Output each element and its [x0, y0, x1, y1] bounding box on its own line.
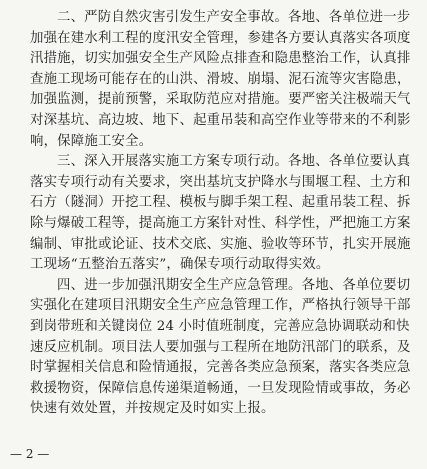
paragraph-3-line: 石方（隧洞）开挖工程、模板与脚手架工程、起重吊装工程、拆 — [30, 195, 411, 211]
paragraph-4-line: 快速有效处置，并按规定及时如实上报。 — [30, 401, 275, 417]
paragraph-2-line: 查施工现场可能存在的山洪、滑坡、崩塌、泥石流等灾害隐患， — [30, 71, 411, 87]
paragraph-3-line: 除与爆破工程等，提高施工方案针对性、科学性，严把施工方案 — [30, 215, 411, 231]
paragraph-3-line: 落实专项行动有关要求，突出基坑支护降水与围堰工程、土方和 — [30, 174, 411, 190]
page-number: — 2 — — [10, 447, 50, 461]
paragraph-4-line: 四、进一步加强汛期安全生产应急管理。各地、各单位要切 — [57, 277, 411, 293]
paragraph-2-line: 对深基坑、高边坡、地下、起重吊装和高空作业等带来的不利影 — [30, 112, 411, 128]
paragraph-2-line: 加强在建水利工程的度汛安全管理，参建各方要认真落实各项度 — [30, 30, 411, 46]
paragraph-4-line: 速反应机制。项目法人要加强与工程所在地防汛部门的联系，及 — [30, 339, 411, 355]
paragraph-2-line: 响，保障施工安全。 — [30, 133, 153, 149]
paragraph-3-line: 工现场“五整治五落实”，确保专项行动取得实效。 — [30, 257, 330, 273]
paragraph-3-line: 三、深入开展落实施工方案专项行动。各地、各单位要认真 — [57, 154, 411, 170]
paragraph-3-line: 编制、审批或论证、技术交底、实施、验收等环节，扎实开展施 — [30, 236, 411, 252]
paragraph-4-line: 实强化在建项目汛期安全生产应急管理工作，严格执行领导干部 — [30, 298, 411, 314]
paragraph-2-line: 二、严防自然灾害引发生产安全事故。各地、各单位进一步 — [57, 10, 411, 25]
paragraph-4-line: 救援物资，保障信息传递渠道畅通，一旦发现险情或事故，务必 — [30, 380, 411, 396]
paragraph-2-line: 汛措施，切实加强安全生产风险点排查和隐患整治工作，认真排 — [30, 51, 411, 67]
paragraph-4-line: 时掌握相关信息和险情通报，完善各类应急预案，落实各类应急 — [30, 360, 411, 376]
paragraph-4-line: 到岗带班和关键岗位 24 小时值班制度，完善应急协调联动和快 — [30, 318, 410, 334]
document-body — [30, 8, 411, 420]
paragraph-2-line: 加强监测，提前预警，采取防范应对措施。要严密关注极端天气 — [30, 92, 411, 108]
